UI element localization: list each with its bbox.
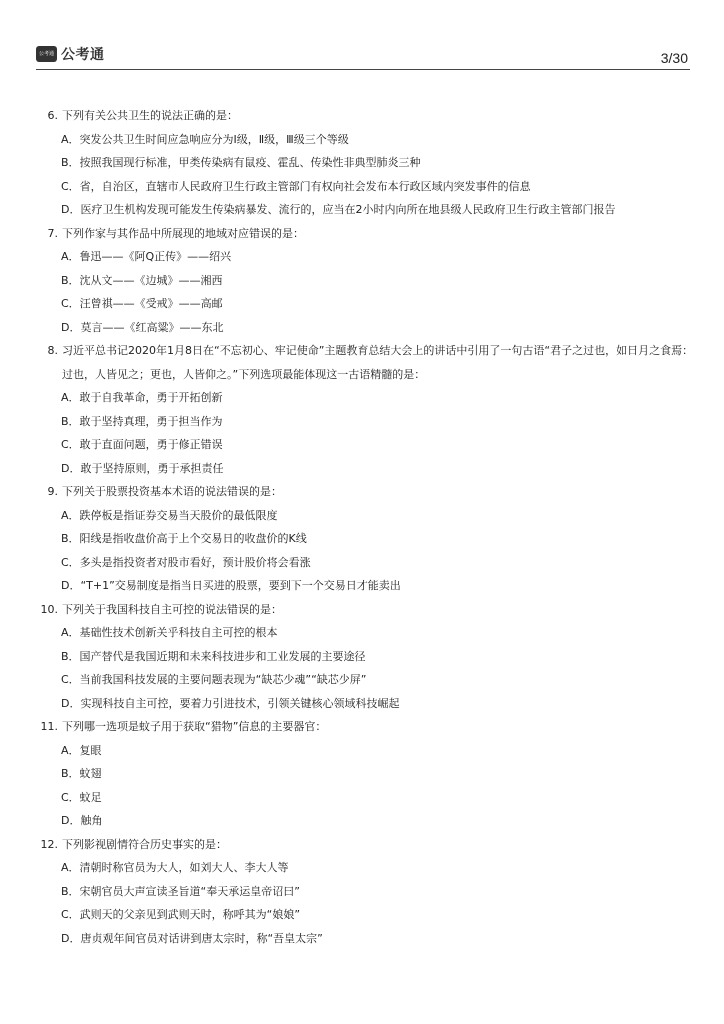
option-c: C．蚊足 [61, 790, 102, 804]
option-c: C．武则天的父亲见到武则天时，称呼其为“娘娘” [61, 908, 301, 921]
question-9 [38, 480, 694, 598]
question-8 [38, 339, 694, 480]
option-d: D．医疗卫生机构发现可能发生传染病暴发、流行的，应当在2小时内向所在地县级人民政府卫生行政主管部门报告 [61, 203, 616, 216]
option-d: D．“T+1”交易制度是指当日买进的股票，要到下一个交易日才能卖出 [61, 579, 401, 592]
option-a: A．基础性技术创新关乎科技自主可控的根本 [61, 626, 278, 639]
option-d: D．莫言——《红高粱》——东北 [61, 320, 224, 334]
option-a: A．突发公共卫生时间应急响应分为Ⅰ级，Ⅱ级，Ⅲ级三个等级 [61, 132, 349, 146]
question-12 [38, 833, 694, 951]
question-stem [38, 833, 694, 857]
question-stem [38, 480, 694, 504]
question-number: 12. [40, 837, 58, 851]
option-d: D．触角 [61, 814, 103, 827]
question-text: 下列影视剧情符合历史事实的是： [62, 837, 227, 851]
question-number: 11. [40, 720, 58, 733]
option-b: B．按照我国现行标准，甲类传染病有鼠疫、霍乱、传染性非典型肺炎三种 [61, 156, 421, 169]
option-d: D．唐贞观年间官员对话讲到唐太宗时，称“吾皇太宗” [61, 931, 323, 945]
question-7 [38, 222, 694, 340]
question-text: 下列哪一选项是蚊子用于获取“猎物”信息的主要器官： [62, 720, 327, 733]
question-11 [38, 715, 694, 833]
option-a: A．敢于自我革命，勇于开拓创新 [61, 391, 223, 404]
option-c: C．省，自治区，直辖市人民政府卫生行政主管部门有权向社会发布本行政区域内突发事件的信息 [61, 179, 531, 193]
header-divider [36, 69, 690, 70]
question-10 [38, 598, 694, 716]
question-stem [38, 715, 694, 739]
option-a: A．清朝时称官员为大人，如刘大人、李大人等 [61, 861, 289, 874]
question-text: 下列作家与其作品中所展现的地域对应错误的是： [62, 226, 304, 240]
option-b: B．宋朝官员大声宣读圣旨道“奉天承运皇帝诏曰” [61, 884, 300, 898]
question-text: 下列关于股票投资基本术语的说法错误的是： [62, 485, 282, 498]
option-a: A．鲁迅——《阿Q正传》——绍兴 [61, 250, 232, 263]
question-stem [38, 104, 694, 128]
option-c: C．多头是指投资者对股市看好，预计股价将会看涨 [61, 555, 311, 569]
question-stem [38, 222, 694, 246]
question-stem [38, 339, 694, 386]
option-b: B．阳线是指收盘价高于上个交易日的收盘价的K线 [61, 532, 307, 545]
option-d: D．实现科技自主可控，要着力引进技术，引领关键核心领域科技崛起 [61, 696, 400, 710]
page-number: 3/30 [660, 50, 688, 66]
logo-mark-icon: 公考通 [36, 46, 57, 62]
option-c: C．敢于直面问题，勇于修正错误 [61, 438, 223, 451]
option-b: B．蚊翅 [61, 767, 102, 780]
page-header [36, 44, 690, 68]
option-a: A．跌停板是指证券交易当天股价的最低限度 [61, 508, 278, 522]
question-number: 6. [47, 109, 58, 122]
option-a: A．复眼 [61, 743, 102, 757]
question-number: 7. [47, 226, 58, 240]
option-d: D．敢于坚持原则，勇于承担责任 [61, 461, 224, 475]
option-b: B．沈从文——《边城》——湘西 [61, 273, 223, 287]
question-text: 下列关于我国科技自主可控的说法错误的是： [62, 602, 282, 616]
question-stem [38, 598, 694, 622]
option-c: C．当前我国科技发展的主要问题表现为“缺芯少魂”“缺芯少屏” [61, 673, 367, 686]
option-b: B．敢于坚持真理，勇于担当作为 [61, 414, 223, 428]
question-6 [38, 104, 694, 222]
question-text: 习近平总书记2020年1月8日在“不忘初心、牢记使命”主题教育总结大会上的讲话中引用了一句古语“君子之过也，如日月之食焉：过也，人皆见之；更也，人皆仰之。”下列选项最能体现这一古语精髓的是： [62, 344, 694, 381]
logo [36, 44, 105, 64]
question-list [38, 104, 694, 950]
question-number: 8. [47, 344, 58, 357]
option-c: C．汪曾祺——《受戒》——高邮 [61, 297, 223, 310]
question-number: 9. [47, 485, 58, 498]
question-number: 10. [40, 602, 58, 616]
logo-text: 公考通 [61, 47, 105, 63]
option-b: B．国产替代是我国近期和未来科技进步和工业发展的主要途径 [61, 649, 366, 663]
question-text: 下列有关公共卫生的说法正确的是： [62, 109, 238, 122]
